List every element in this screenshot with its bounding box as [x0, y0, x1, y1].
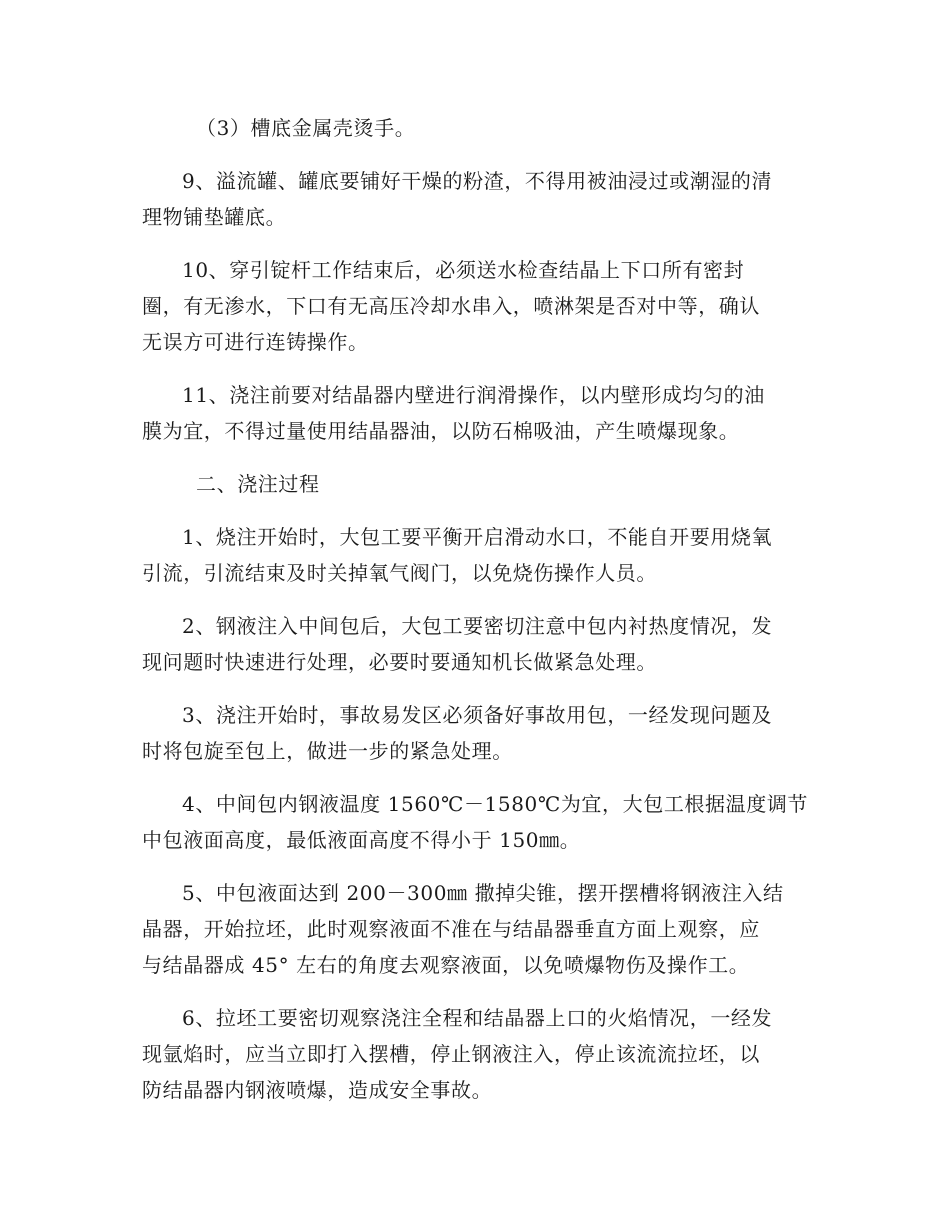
text-line-19: 晶器，开始拉坯，此时观察液面不准在与结晶器垂直方面上观察，应 [142, 917, 760, 941]
text-line-16: 4、中间包内钢液温度 1560℃－1580℃为宜，大包工根据温度调节 [182, 792, 809, 816]
text-line-7: 11、浇注前要对结晶器内壁进行润滑操作，以内壁形成均匀的油 [182, 383, 765, 407]
text-line-2: 9、溢流罐、罐底要铺好干燥的粉渣，不得用被油浸过或潮湿的清 [182, 169, 773, 193]
text-line-10: 1、烧注开始时，大包工要平衡开启滑动水口，不能自开要用烧氧 [182, 525, 773, 549]
text-line-22: 现氩焰时，应当立即打入摆槽，停止钢液注入，停止该流流拉坯，以 [142, 1042, 760, 1066]
text-line-12: 2、钢液注入中间包后，大包工要密切注意中包内衬热度情况，发 [182, 614, 773, 638]
text-line-11: 引流，引流结束及时关掉氧气阀门，以免烧伤操作人员。 [142, 561, 657, 585]
text-line-13: 现问题时快速进行处理，必要时要通知机长做紧急处理。 [142, 650, 657, 674]
text-line-23: 防结晶器内钢液喷爆，造成安全事故。 [142, 1078, 493, 1102]
text-line-1: （3）槽底金属壳烫手。 [196, 116, 416, 140]
text-line-15: 时将包旋至包上，做进一步的紧急处理。 [142, 739, 513, 763]
section-heading: 二、浇注过程 [196, 472, 320, 496]
text-line-3: 理物铺垫罐底。 [142, 205, 287, 229]
text-line-21: 6、拉坯工要密切观察浇注全程和结晶器上口的火焰情况，一经发 [182, 1006, 773, 1030]
text-line-5: 圈，有无渗水，下口有无高压冷却水串入，喷淋架是否对中等，确认 [142, 294, 760, 318]
text-line-6: 无误方可进行连铸操作。 [142, 330, 369, 354]
text-line-8: 膜为宜，不得过量使用结晶器油，以防石棉吸油，产生喷爆现象。 [142, 419, 740, 443]
text-line-14: 3、浇注开始时，事故易发区必须备好事故用包，一经发现问题及 [182, 703, 773, 727]
text-line-17: 中包液面高度，最低液面高度不得小于 150㎜。 [142, 828, 581, 852]
text-line-20: 与结晶器成 45° 左右的角度去观察液面，以免喷爆物伤及操作工。 [142, 953, 750, 977]
text-line-4: 10、穿引锭杆工作结束后，必须送水检查结晶上下口所有密封 [182, 258, 745, 282]
text-line-18: 5、中包液面达到 200－300㎜ 撒掉尖锥，摆开摆槽将钢液注入结 [182, 881, 784, 905]
